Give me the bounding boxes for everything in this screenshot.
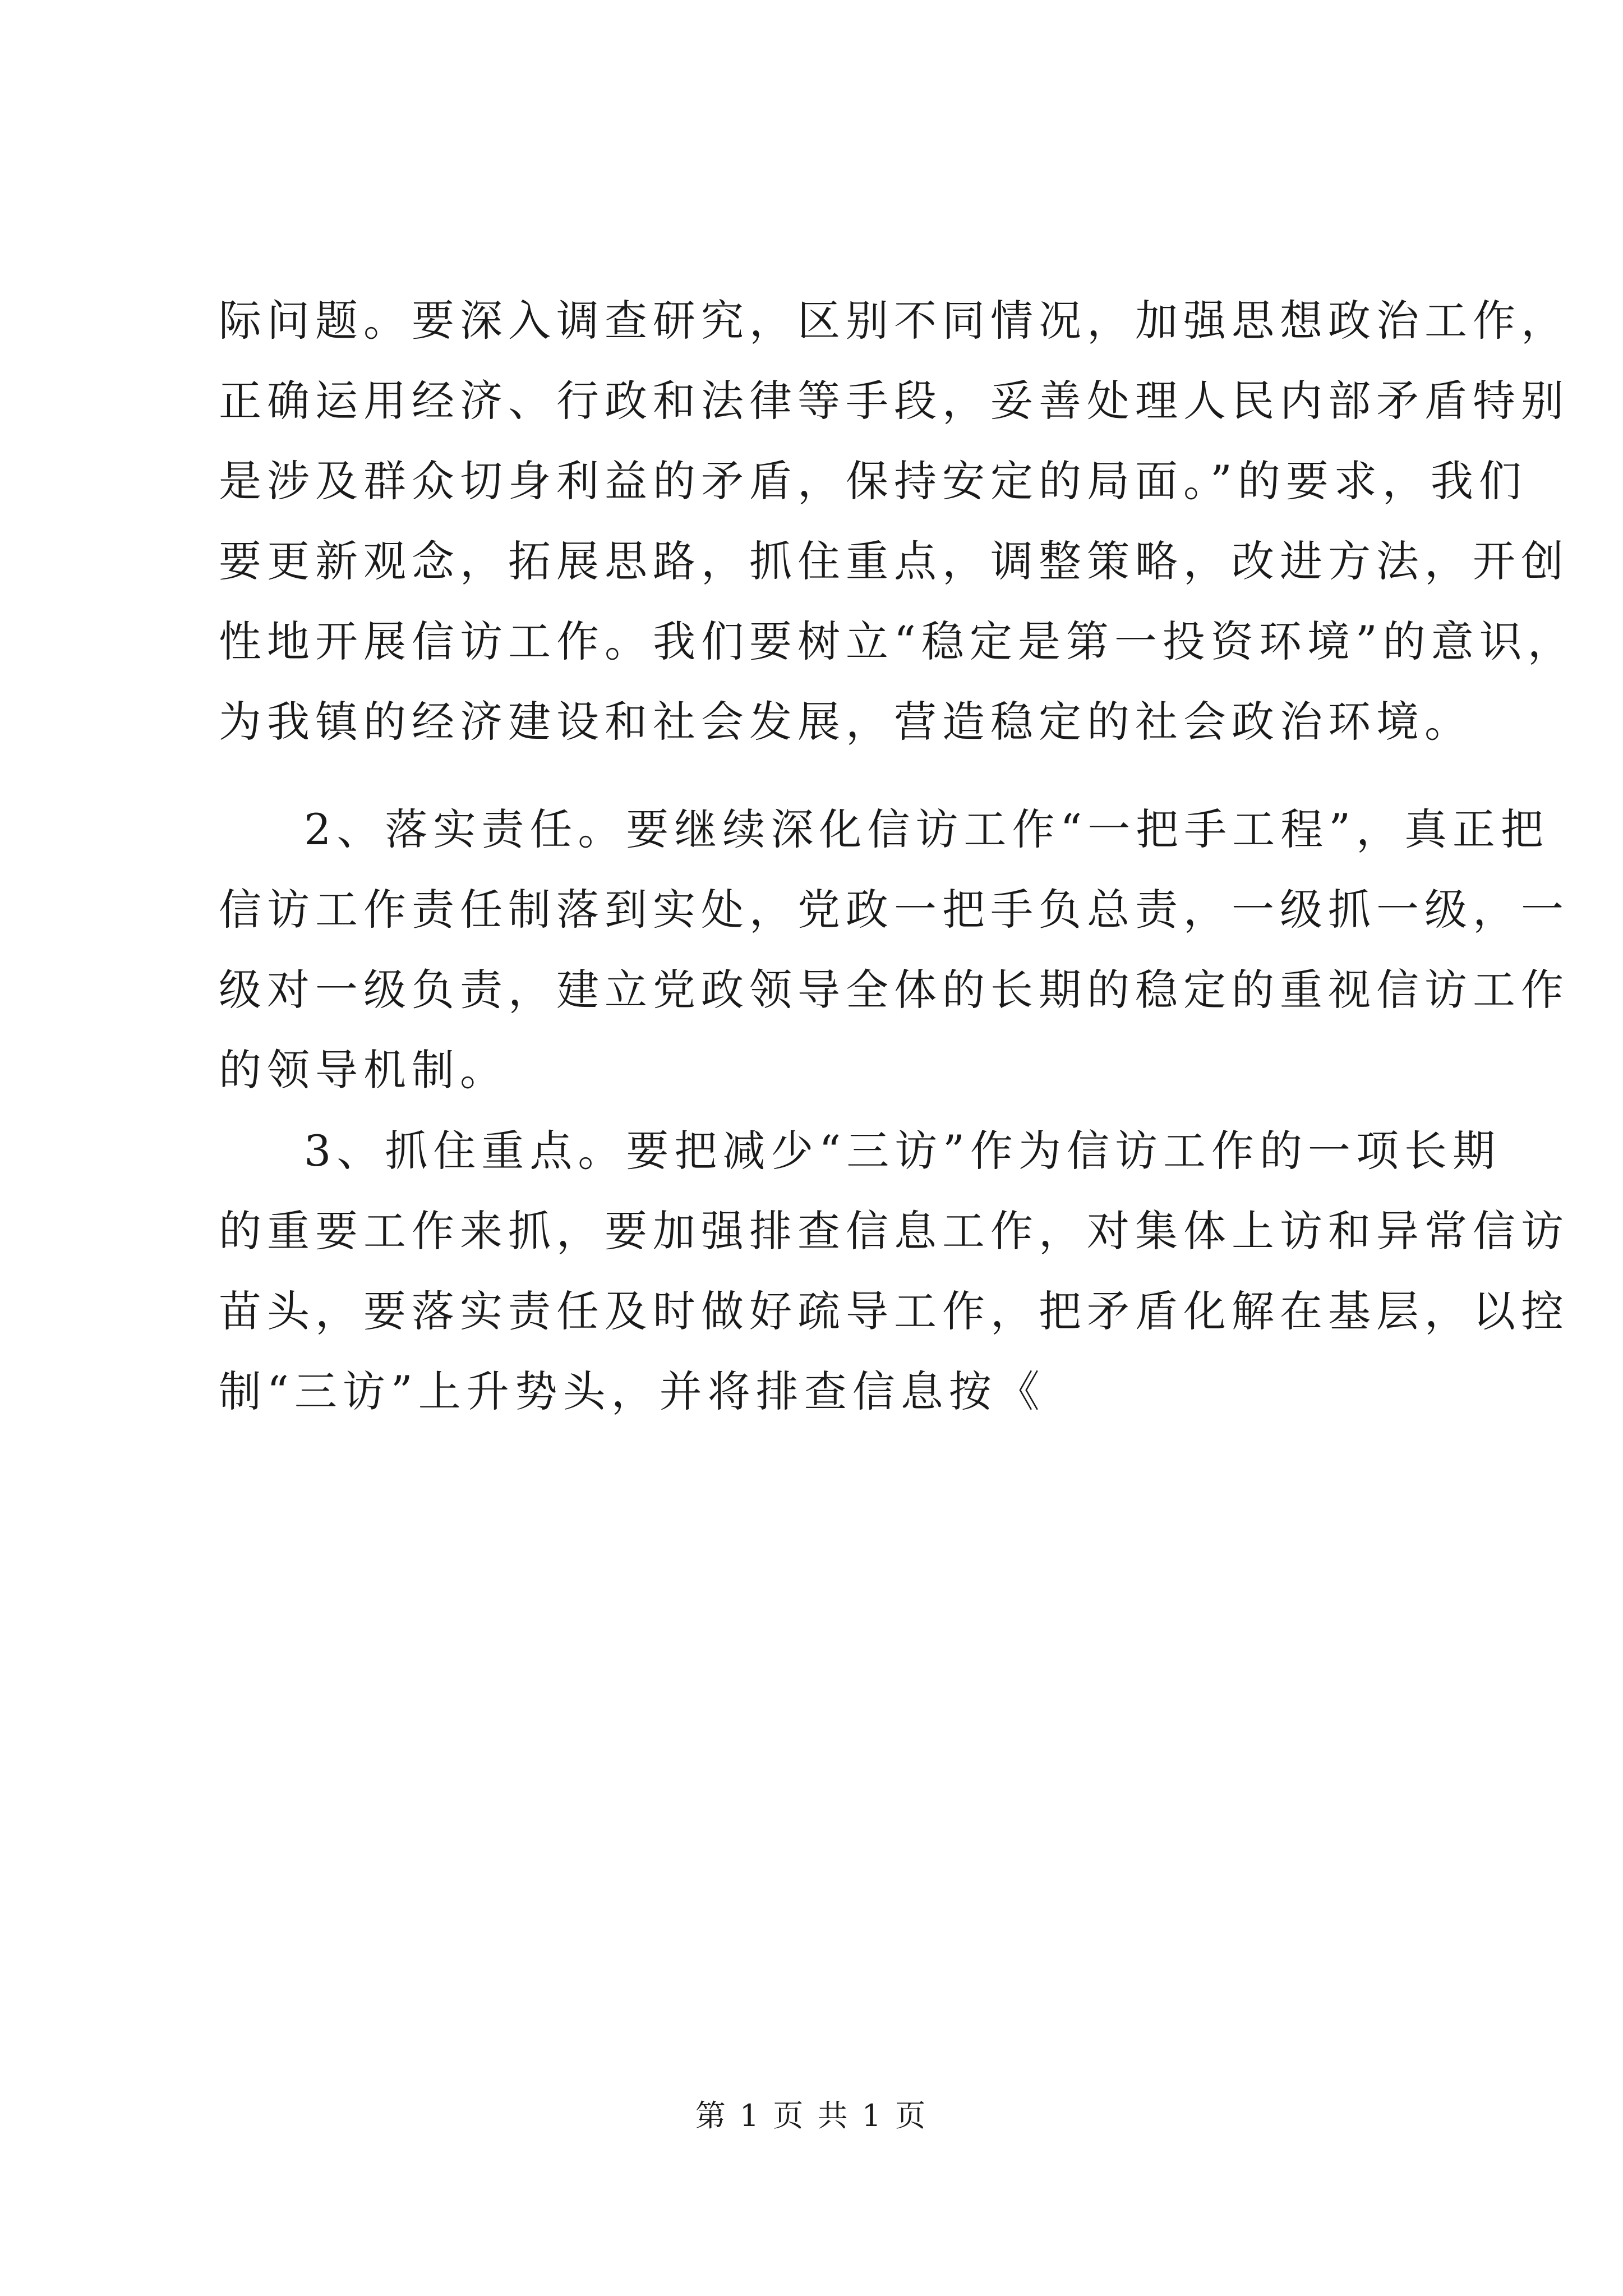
paragraph-line: 信访工作责任制落到实处，党政一把手负总责，一级抓一级，一 <box>219 885 1569 935</box>
paragraph-line: 是涉及群众切身利益的矛盾，保持安定的局面。”的要求，我们 <box>219 456 1527 506</box>
paragraph-line: 级对一级负责，建立党政领导全体的长期的稳定的重视信访工作 <box>219 965 1569 1015</box>
paragraph-line: 制“三访”上升势头，并将排查信息按《 <box>219 1366 1045 1416</box>
paragraph-line: 的领导机制。 <box>219 1045 508 1095</box>
paragraph-line: 性地开展信访工作。我们要树立“稳定是第一投资环境”的意识， <box>219 616 1576 666</box>
paragraph-line: 际问题。要深入调查研究，区别不同情况，加强思想政治工作， <box>219 296 1569 346</box>
paragraph-line: 的重要工作来抓，要加强排查信息工作，对集体上访和异常信访 <box>219 1206 1569 1256</box>
paragraph-line: 要更新观念，拓展思路，抓住重点，调整策略，改进方法，开创 <box>219 536 1569 586</box>
paragraph-2 <box>219 789 1569 1110</box>
paragraph-line: 苗头，要落实责任及时做好疏导工作，把矛盾化解在基层，以控 <box>219 1286 1569 1336</box>
page-footer <box>0 2093 1623 2138</box>
paragraph-line: 正确运用经济、行政和法律等手段，妥善处理人民内部矛盾特别 <box>219 376 1569 426</box>
paragraph-line: 为我镇的经济建设和社会发展，营造稳定的社会政治环境。 <box>219 697 1473 747</box>
paragraph-3 <box>219 1111 1569 1432</box>
page-number-label: 第 1 页 共 1 页 <box>695 2098 928 2133</box>
paragraph-1 <box>219 280 1576 762</box>
paragraph-line: 2、落实责任。要继续深化信访工作“一把手工程”，真正把 <box>304 804 1550 854</box>
paragraph-line: 3、抓住重点。要把减少“三访”作为信访工作的一项长期 <box>304 1126 1501 1176</box>
